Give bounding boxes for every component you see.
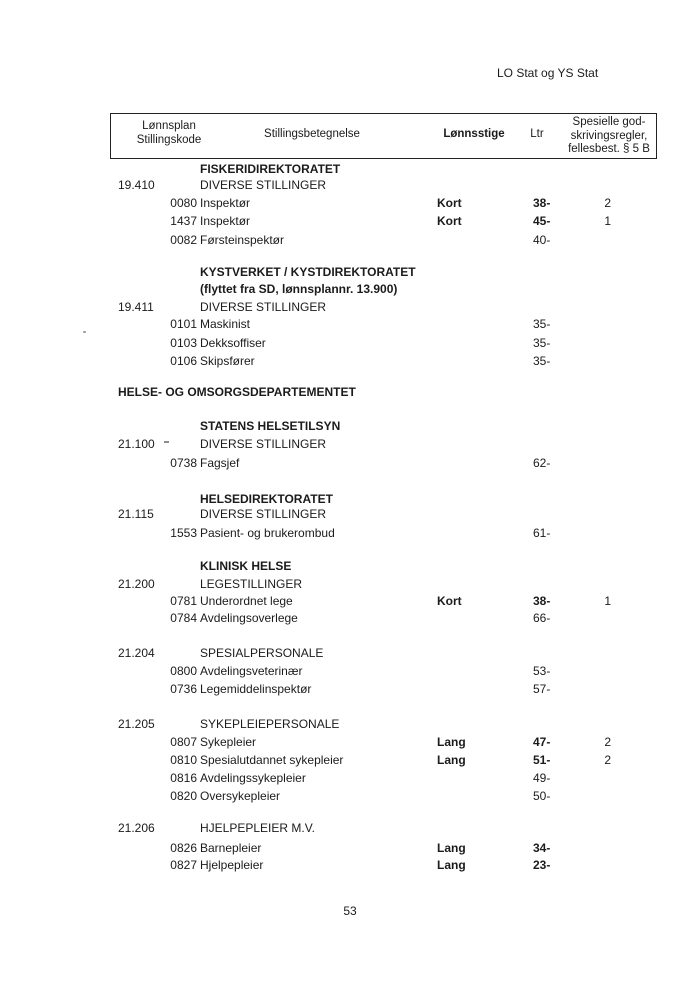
ltr-cell: 45- [533, 214, 551, 228]
table-row [0, 283, 700, 297]
title-cell: Skipsfører [200, 354, 255, 368]
table-row [0, 163, 700, 177]
ltr-cell: 34- [533, 841, 551, 855]
title-cell: DIVERSE STILLINGER [200, 507, 327, 521]
title-cell: HJELPEPLEIER M.V. [200, 821, 315, 835]
table-row [0, 457, 700, 471]
spes-cell: 1 [604, 594, 611, 608]
table-row [0, 197, 700, 211]
table-row [0, 386, 700, 400]
code-cell: 0816 [170, 771, 197, 785]
code-cell: 0820 [170, 789, 197, 803]
code-cell: 0784 [170, 611, 197, 625]
column-header-stillingskode: Stillingskode [136, 133, 202, 146]
title-cell: SYKEPLEIEPERSONALE [200, 717, 340, 731]
column-header-spesielle-line3: fellesbest. § 5 B [568, 143, 650, 155]
table-row [0, 337, 700, 351]
plan-cell: 21.200 [118, 577, 155, 591]
title-cell: DIVERSE STILLINGER [200, 300, 327, 314]
table-row [0, 736, 700, 750]
scan-artifact-dot [83, 331, 86, 333]
code-cell: 0810 [170, 753, 197, 767]
scan-artifact-dash [164, 441, 169, 443]
department-heading: HELSE- OG OMSORGSDEPARTEMENTET [118, 385, 356, 399]
title-cell: SPESIALPERSONALE [200, 646, 324, 660]
column-header-spesielle-line2: skrivingsregler, [570, 129, 648, 142]
code-cell: 0738 [170, 456, 197, 470]
table-row [0, 234, 700, 248]
spes-cell: 2 [604, 753, 611, 767]
table-row [0, 508, 700, 522]
ltr-cell: 62- [533, 456, 551, 470]
title-cell: Pasient- og brukerombud [200, 526, 335, 540]
title-cell: LEGESTILLINGER [200, 577, 303, 591]
stige-cell: Lang [437, 858, 466, 872]
title-cell: DIVERSE STILLINGER [200, 178, 327, 192]
table-row [0, 772, 700, 786]
page-number: 53 [343, 904, 357, 918]
ltr-cell: 47- [533, 735, 551, 749]
table-row [0, 179, 700, 193]
ltr-cell: 61- [533, 526, 551, 540]
ltr-cell: 57- [533, 682, 551, 696]
table-row [0, 718, 700, 732]
table-row [0, 790, 700, 804]
title-cell: DIVERSE STILLINGER [200, 437, 327, 451]
title-cell: Hjelpepleier [200, 858, 264, 872]
column-header-lonnsstige: Lønnsstige [443, 128, 505, 140]
column-header-lonnsplan-stillingskode [117, 120, 221, 147]
plan-cell: 19.410 [118, 178, 155, 192]
column-header-spesielle-godskrivingsregler [561, 116, 657, 157]
title-cell: HELSEDIREKTORATET [200, 492, 333, 506]
header-agreement-label: LO Stat og YS Stat [497, 66, 599, 80]
ltr-cell: 38- [533, 594, 551, 608]
title-cell: Oversykepleier [200, 789, 281, 803]
ltr-cell: 51- [533, 753, 551, 767]
column-header-stillingsbetegnelse: Stillingsbetegnelse [264, 128, 360, 140]
table-row [0, 301, 700, 315]
column-header-ltr: Ltr [530, 128, 544, 140]
code-cell: 1553 [170, 526, 197, 540]
code-cell: 0800 [170, 664, 197, 678]
ltr-cell: 23- [533, 858, 551, 872]
plan-cell: 21.205 [118, 717, 155, 731]
table-row [0, 612, 700, 626]
table-row [0, 647, 700, 661]
table-row [0, 420, 700, 434]
title-cell: Legemiddelinspektør [200, 682, 312, 696]
plan-cell: 21.204 [118, 646, 155, 660]
table-row [0, 493, 700, 507]
code-cell: 0827 [170, 858, 197, 872]
table-row [0, 683, 700, 697]
title-cell: Inspektør [200, 196, 251, 210]
ltr-cell: 35- [533, 317, 551, 331]
title-cell: Barnepleier [200, 841, 262, 855]
table-row [0, 578, 700, 592]
ltr-cell: 50- [533, 789, 551, 803]
title-cell: STATENS HELSETILSYN [200, 419, 341, 433]
ltr-cell: 53- [533, 664, 551, 678]
table-row [0, 665, 700, 679]
table-row [0, 438, 700, 452]
ltr-cell: 35- [533, 336, 551, 350]
title-cell: Fagsjef [200, 456, 240, 470]
title-cell: KLINISK HELSE [200, 559, 292, 573]
table-row [0, 560, 700, 574]
title-cell: Førsteinspektør [200, 233, 285, 247]
title-cell: Inspektør [200, 214, 251, 228]
table-row [0, 754, 700, 768]
code-cell: 0080 [170, 196, 197, 210]
table-row [0, 266, 700, 280]
title-cell: Maskinist [200, 317, 251, 331]
table-row [0, 318, 700, 332]
title-cell: Sykepleier [200, 735, 257, 749]
table-row [0, 527, 700, 541]
code-cell: 0826 [170, 841, 197, 855]
title-cell: KYSTVERKET / KYSTDIREKTORATET [200, 265, 416, 279]
plan-cell: 21.100 [118, 437, 155, 451]
title-cell: Spesialutdannet sykepleier [200, 753, 344, 767]
title-cell: Dekksoffiser [200, 336, 266, 350]
stige-cell: Lang [437, 753, 466, 767]
ltr-cell: 49- [533, 771, 551, 785]
code-cell: 0101 [170, 317, 197, 331]
column-header-lonnsplan: Lønnsplan [142, 120, 196, 132]
title-cell: (flyttet fra SD, lønnsplannr. 13.900) [200, 282, 398, 296]
spes-cell: 2 [604, 196, 611, 210]
ltr-cell: 66- [533, 611, 551, 625]
code-cell: 0082 [170, 233, 197, 247]
ltr-cell: 35- [533, 354, 551, 368]
ltr-cell: 40- [533, 233, 551, 247]
spes-cell: 1 [604, 214, 611, 228]
stige-cell: Kort [437, 196, 462, 210]
plan-cell: 19.411 [118, 300, 154, 314]
stige-cell: Lang [437, 841, 466, 855]
title-cell: Avdelingssykepleier [200, 771, 306, 785]
stige-cell: Lang [437, 735, 466, 749]
table-row [0, 215, 700, 229]
table-row [0, 859, 700, 873]
table-header [110, 113, 657, 159]
stige-cell: Kort [437, 214, 462, 228]
title-cell: Avdelingsoverlege [200, 611, 298, 625]
code-cell: 0103 [170, 336, 197, 350]
title-cell: FISKERIDIREKTORATET [200, 162, 341, 176]
plan-cell: 21.115 [118, 507, 154, 521]
code-cell: 1437 [170, 214, 197, 228]
plan-cell: 21.206 [118, 821, 155, 835]
title-cell: Underordnet lege [200, 594, 293, 608]
code-cell: 0781 [170, 594, 197, 608]
table-row [0, 842, 700, 856]
column-header-spesielle-line1: Spesielle god- [572, 116, 646, 128]
code-cell: 0106 [170, 354, 197, 368]
title-cell: Avdelingsveterinær [200, 664, 303, 678]
stige-cell: Kort [437, 594, 462, 608]
spes-cell: 2 [604, 735, 611, 749]
ltr-cell: 38- [533, 196, 551, 210]
code-cell: 0807 [170, 735, 197, 749]
code-cell: 0736 [170, 682, 197, 696]
table-row [0, 822, 700, 836]
table-row [0, 355, 700, 369]
table-row [0, 595, 700, 609]
